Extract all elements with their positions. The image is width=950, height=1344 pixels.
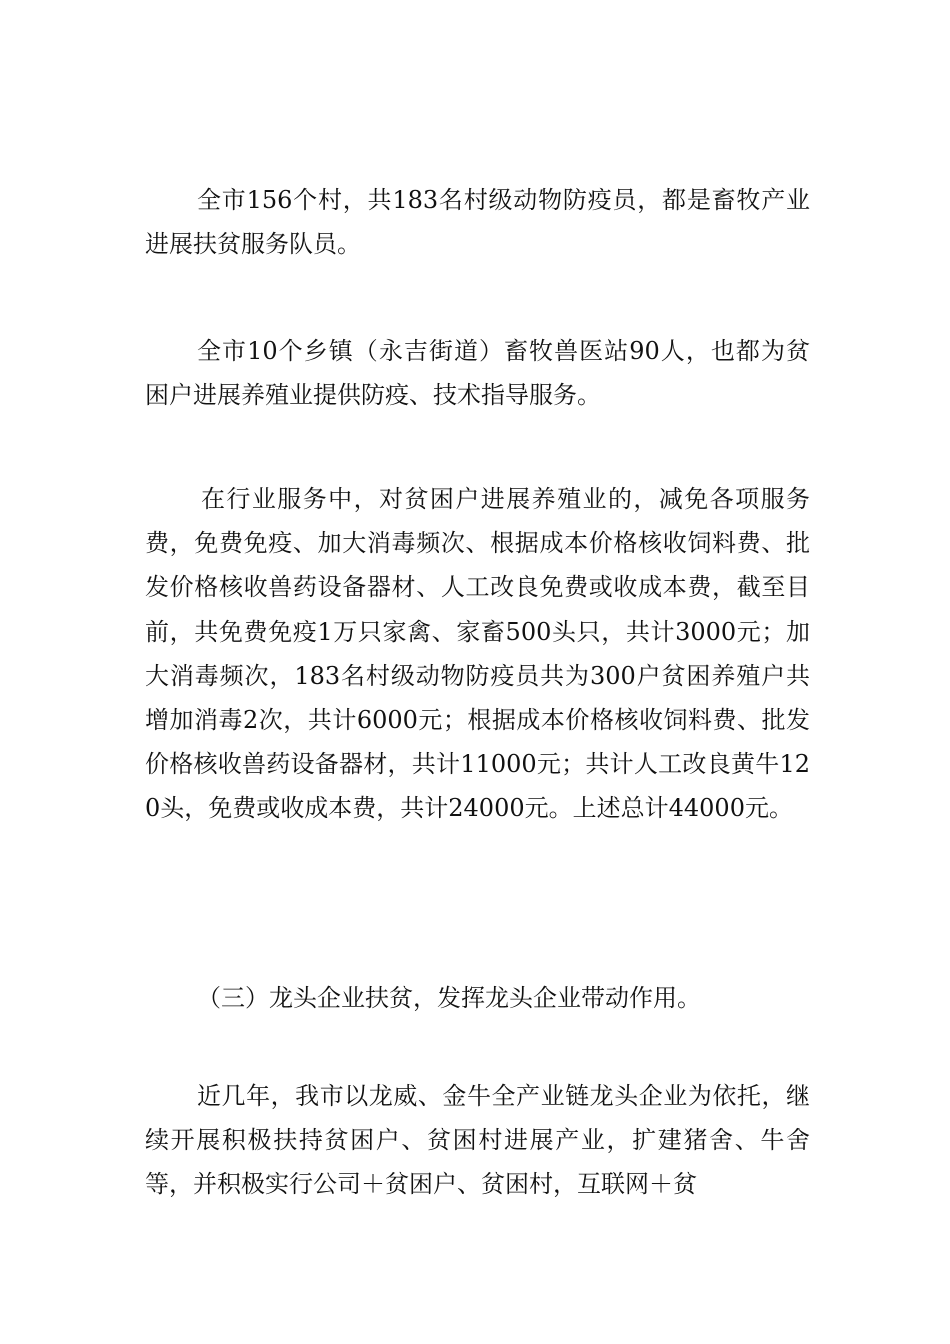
paragraph-village-epidemic-staff: 全市156个村，共183名村级动物防疫员，都是畜牧产业进展扶贫服务队员。 <box>145 186 810 259</box>
paragraph-township-veterinary-stations: 全市10个乡镇（永吉街道）畜牧兽医站90人，也都为贫困户进展养殖业提供防疫、技术指导服务。 <box>145 337 810 410</box>
section-heading-leading-enterprises: （三）龙头企业扶贫，发挥龙头企业带动作用。 <box>197 984 701 1012</box>
paragraph-industry-service-fee-reduction: 在行业服务中，对贫困户进展养殖业的，减免各项服务费，免费免疫、加大消毒频次、根据成本价格核收饲料费、批发价格核收兽药设备器材、人工改良免费或收成本费，截至目前，共免费免疫1万只家禽、家畜500头只，共计3000元；加大消毒频次，183名村级动物防疫员共为300户贫困养殖户共增加消毒2次，共计6000元；根据成本价格核收饲料费、批发价格核收兽药设备器材，共计11000元；共计人工改良黄牛120头，免费或收成本费，共计24000元。上述总计44000元。 <box>145 485 810 823</box>
paragraph-leading-enterprise-support: 近几年，我市以龙威、金牛全产业链龙头企业为依托，继续开展积极扶持贫困户、贫困村进展产业，扩建猪舍、牛舍等，并积极实行公司＋贫困户、贫困村，互联网＋贫 <box>145 1082 810 1199</box>
